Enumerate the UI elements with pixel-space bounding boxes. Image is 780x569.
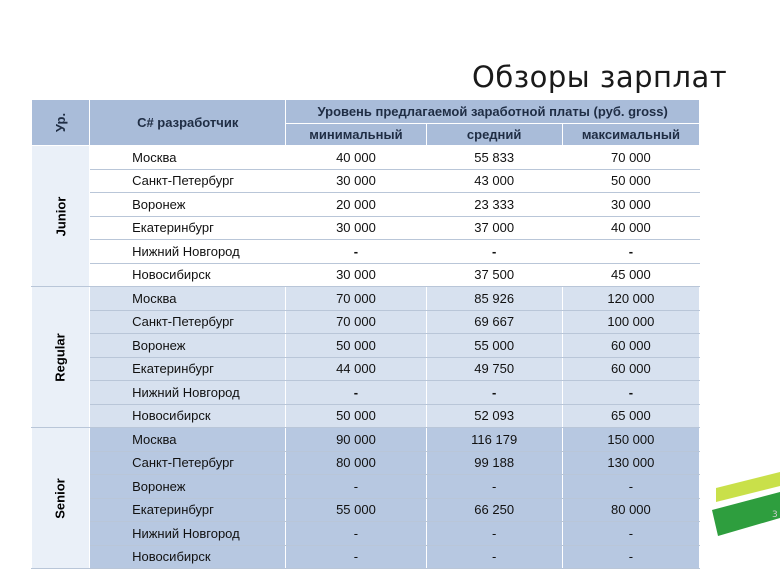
table-row [32, 545, 700, 569]
salary-mid-cell: 37 000 [426, 216, 562, 240]
salary-min-cell: 20 000 [286, 193, 426, 217]
salary-mid-cell: 52 093 [426, 404, 562, 428]
table-row [32, 263, 700, 287]
table-row [32, 169, 700, 193]
city-cell: Нижний Новгород [90, 240, 286, 264]
decorative-stripes [712, 466, 780, 540]
salary-mid-cell: 69 667 [426, 310, 562, 334]
salary-mid-cell: 55 000 [426, 334, 562, 358]
level-label: Junior [53, 196, 69, 236]
salary-max-cell: 30 000 [562, 193, 699, 217]
salary-max-cell: 80 000 [562, 498, 699, 522]
level-label: Regular [53, 332, 69, 382]
salary-max-cell: - [562, 522, 699, 546]
city-cell: Нижний Новгород [90, 381, 286, 405]
salary-max-cell: - [562, 381, 699, 405]
city-cell: Москва [90, 146, 286, 170]
city-cell: Воронеж [90, 334, 286, 358]
salary-max-cell: 120 000 [562, 287, 699, 311]
salary-min-cell: 50 000 [286, 334, 426, 358]
city-cell: Екатеринбург [90, 216, 286, 240]
table-row [32, 475, 700, 499]
salary-mid-cell: 43 000 [426, 169, 562, 193]
salary-mid-cell: - [426, 475, 562, 499]
salary-min-cell: 90 000 [286, 428, 426, 452]
salary-mid-cell: 99 188 [426, 451, 562, 475]
city-cell: Воронеж [90, 475, 286, 499]
city-cell: Санкт-Петербург [90, 310, 286, 334]
city-cell: Санкт-Петербург [90, 451, 286, 475]
table-row [32, 404, 700, 428]
salary-max-cell: 65 000 [562, 404, 699, 428]
salary-min-cell: 70 000 [286, 287, 426, 311]
salary-max-cell: - [562, 475, 699, 499]
salary-mid-cell: - [426, 545, 562, 569]
table-row [32, 216, 700, 240]
header-mid: средний [426, 124, 562, 146]
table-row [32, 240, 700, 264]
city-cell: Нижний Новгород [90, 522, 286, 546]
slide-number: 3 [772, 510, 778, 520]
city-cell: Москва [90, 428, 286, 452]
salary-mid-cell: - [426, 381, 562, 405]
table-row [32, 451, 700, 475]
salary-table [31, 99, 700, 569]
table-row [32, 146, 700, 170]
city-cell: Новосибирск [90, 263, 286, 287]
salary-max-cell: - [562, 240, 699, 264]
salary-mid-cell: 85 926 [426, 287, 562, 311]
table-row [32, 334, 700, 358]
city-cell: Екатеринбург [90, 498, 286, 522]
salary-min-cell: 50 000 [286, 404, 426, 428]
city-cell: Воронеж [90, 193, 286, 217]
salary-max-cell: 60 000 [562, 357, 699, 381]
salary-min-cell: 40 000 [286, 146, 426, 170]
salary-mid-cell: - [426, 522, 562, 546]
table-row [32, 357, 700, 381]
salary-min-cell: 55 000 [286, 498, 426, 522]
city-cell: Новосибирск [90, 404, 286, 428]
salary-max-cell: - [562, 545, 699, 569]
salary-min-cell: - [286, 545, 426, 569]
salary-min-cell: - [286, 475, 426, 499]
salary-max-cell: 70 000 [562, 146, 699, 170]
salary-min-cell: 30 000 [286, 169, 426, 193]
level-cell [32, 428, 90, 569]
city-cell: Санкт-Петербург [90, 169, 286, 193]
level-cell [32, 146, 90, 287]
header-max: максимальный [562, 124, 699, 146]
salary-mid-cell: 55 833 [426, 146, 562, 170]
salary-mid-cell: - [426, 240, 562, 264]
salary-min-cell: - [286, 522, 426, 546]
salary-min-cell: 30 000 [286, 216, 426, 240]
salary-min-cell: - [286, 240, 426, 264]
salary-min-cell: 30 000 [286, 263, 426, 287]
salary-min-cell: 70 000 [286, 310, 426, 334]
header-salary-group: Уровень предлагаемой заработной платы (руб. gross) [286, 100, 700, 124]
salary-mid-cell: 66 250 [426, 498, 562, 522]
salary-max-cell: 150 000 [562, 428, 699, 452]
salary-mid-cell: 116 179 [426, 428, 562, 452]
salary-mid-cell: 49 750 [426, 357, 562, 381]
city-cell: Москва [90, 287, 286, 311]
table-row [32, 310, 700, 334]
table-row [32, 381, 700, 405]
salary-min-cell: 44 000 [286, 357, 426, 381]
salary-max-cell: 45 000 [562, 263, 699, 287]
table-row [32, 522, 700, 546]
table-body [32, 146, 700, 569]
salary-max-cell: 100 000 [562, 310, 699, 334]
slide-title: Обзоры зарплат [472, 60, 728, 94]
salary-min-cell: - [286, 381, 426, 405]
table-row [32, 287, 700, 311]
salary-min-cell: 80 000 [286, 451, 426, 475]
table-row [32, 193, 700, 217]
salary-mid-cell: 23 333 [426, 193, 562, 217]
city-cell: Новосибирск [90, 545, 286, 569]
salary-max-cell: 40 000 [562, 216, 699, 240]
table-row [32, 498, 700, 522]
level-cell [32, 287, 90, 428]
salary-max-cell: 50 000 [562, 169, 699, 193]
header-min: минимальный [286, 124, 426, 146]
salary-max-cell: 130 000 [562, 451, 699, 475]
salary-mid-cell: 37 500 [426, 263, 562, 287]
header-level: Ур. [32, 100, 90, 146]
table-row [32, 428, 700, 452]
header-developer: C# разработчик [90, 100, 286, 146]
level-label: Senior [53, 477, 69, 519]
salary-max-cell: 60 000 [562, 334, 699, 358]
city-cell: Екатеринбург [90, 357, 286, 381]
